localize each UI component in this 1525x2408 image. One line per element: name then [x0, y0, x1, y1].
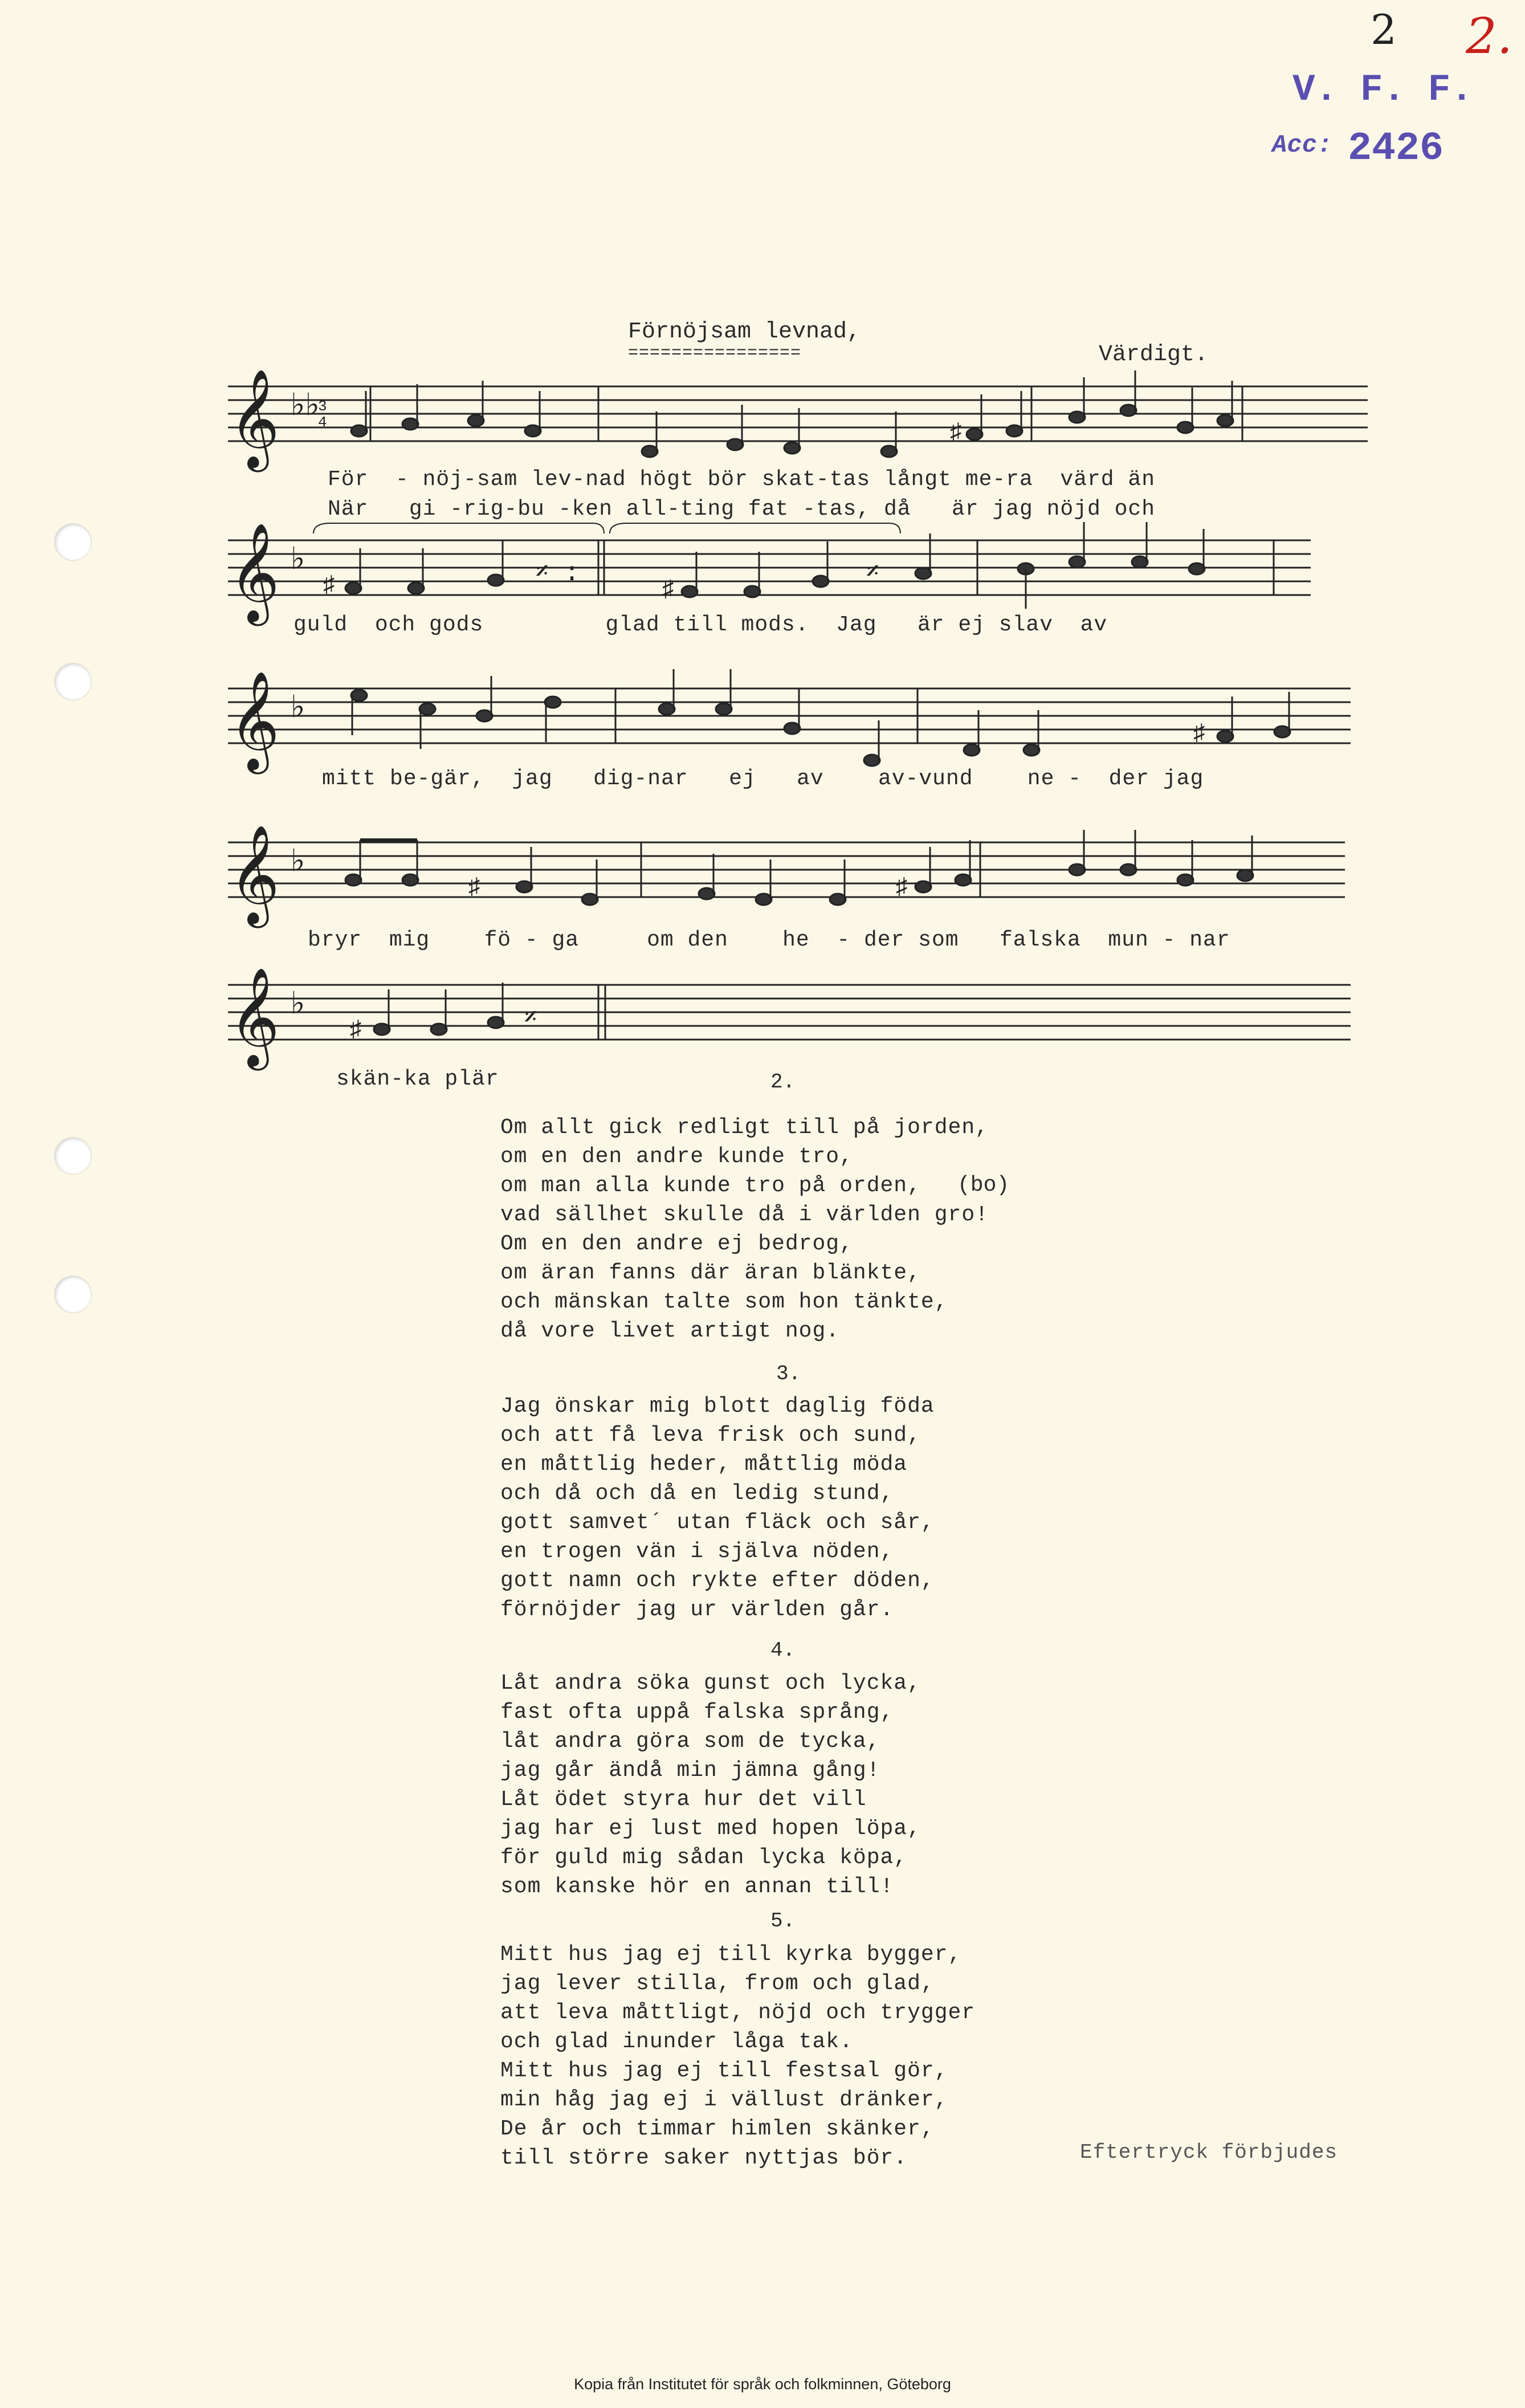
verse-line: jag går ändå min jämna gång! — [500, 1758, 880, 1783]
verse-line: en trogen vän i själva nöden, — [500, 1539, 894, 1564]
flat-icon: ♭♭ — [291, 386, 320, 422]
verse-line: att leva måttligt, nöjd och trygger — [500, 2000, 976, 2025]
svg-text:♯: ♯ — [467, 875, 482, 901]
svg-text:𝄞: 𝄞 — [229, 523, 280, 622]
archive-stamp-acc-prefix: Acc: — [1272, 131, 1332, 160]
music-lyric-line-4: bryr mig fö - ga om den he - der som falska mun - nar — [308, 928, 1230, 952]
verse-line: Låt ödet styra hur det vill — [500, 1787, 867, 1812]
verse-line: Låt andra söka gunst och lycka, — [500, 1671, 921, 1696]
verse-line: gott namn och rykte efter döden, — [500, 1568, 935, 1593]
verse-5 — [500, 1940, 975, 2173]
song-title-underline: ================ — [628, 344, 802, 363]
svg-text:𝄎: 𝄎 — [866, 559, 879, 588]
music-staff-4 — [217, 808, 1379, 934]
verse-line: som kanske hör en annan till! — [500, 1875, 894, 1899]
music-lyric-line-1: För - nöj-sam lev-nad högt bör skat-tas långt me-ra värd än — [328, 467, 1156, 492]
punch-hole-1 — [54, 523, 92, 561]
page-number: 2 — [1371, 6, 1397, 54]
svg-text:♭: ♭ — [291, 688, 305, 724]
song-title: Förnöjsam levnad, — [628, 319, 861, 345]
verse-line: om en den andre kunde tro, — [500, 1144, 853, 1169]
svg-text:♯: ♯ — [349, 1018, 363, 1044]
svg-text:𝄎: 𝄎 — [524, 1004, 537, 1034]
verse-line: till större saker nyttjas bör. — [500, 2146, 908, 2170]
svg-text:𝄞: 𝄞 — [229, 671, 280, 770]
music-lyric-line-5: skän-ka plär — [336, 1067, 499, 1091]
verse-note: (bo) — [957, 1173, 1010, 1197]
verse-line: jag har ej lust med hopen löpa, — [500, 1816, 921, 1841]
tempo-marking: Värdigt. — [1099, 342, 1209, 368]
verse-number: 4. — [770, 1639, 796, 1662]
verse-3 — [500, 1392, 935, 1624]
verse-line: Om allt gick redligt till på jorden, — [500, 1115, 989, 1140]
verse-2 — [500, 1113, 989, 1346]
punch-hole-3 — [54, 1137, 92, 1175]
music-staff-5 — [217, 951, 1379, 1076]
svg-text:𝄎 :: 𝄎 : — [536, 559, 580, 588]
verse-line: för guld mig sådan lycka köpa, — [500, 1845, 908, 1870]
svg-text:♭: ♭ — [291, 540, 305, 576]
verse-line: De år och timmar himlen skänker, — [500, 2117, 935, 2141]
svg-text:♯: ♯ — [895, 875, 909, 901]
svg-text:♯: ♯ — [949, 421, 963, 446]
verse-line: och glad inunder låga tak. — [500, 2030, 853, 2054]
svg-text:♯: ♯ — [322, 573, 336, 599]
punch-hole-4 — [54, 1276, 92, 1313]
svg-text:♭: ♭ — [291, 985, 305, 1021]
verse-line: en måttlig heder, måttlig möda — [500, 1452, 908, 1477]
archive-stamp-acc-number: 2426 — [1348, 127, 1444, 172]
reprint-notice: Eftertryck förbjudes — [1080, 2141, 1338, 2164]
time-signature: 3 — [318, 398, 327, 415]
svg-text:𝄞: 𝄞 — [229, 967, 280, 1066]
svg-text:𝄞: 𝄞 — [229, 825, 280, 924]
verse-line: Mitt hus jag ej till kyrka bygger, — [500, 1942, 962, 1967]
verse-line: Om en den andre ej bedrog, — [500, 1232, 853, 1256]
verse-line: låt andra göra som de tycka, — [500, 1729, 880, 1754]
verse-number: 2. — [770, 1070, 796, 1094]
svg-text:♯: ♯ — [1192, 722, 1206, 747]
music-lyric-line-1b: När gi -rig-bu -ken all-ting fat -tas, då är jag nöjd och — [328, 497, 1156, 521]
verse-line: om man alla kunde tro på orden, — [500, 1174, 921, 1198]
music-lyric-line-3: mitt be-gär, jag dig-nar ej av av-vund ne - der jag — [322, 767, 1204, 791]
page-number-red: 2. — [1466, 8, 1513, 65]
verse-line: Jag önskar mig blott daglig föda — [500, 1394, 935, 1419]
verse-line: och att få leva frisk och sund, — [500, 1423, 921, 1448]
copy-credit: Kopia från Institutet för språk och folkminnen, Göteborg — [574, 2376, 951, 2393]
verse-line: då vore livet artigt nog. — [500, 1319, 840, 1343]
verse-line: fast ofta uppå falska språng, — [500, 1700, 894, 1725]
verse-line: om äran fanns där äran blänkte, — [500, 1261, 921, 1285]
verse-line: förnöjder jag ur världen går. — [500, 1598, 894, 1622]
verse-line: min håg jag ej i vällust dränker, — [500, 2088, 948, 2112]
verse-line: vad sällhet skulle då i världen gro! — [500, 1203, 989, 1227]
music-staff-1 — [217, 353, 1379, 484]
treble-clef-icon: 𝄞 — [229, 369, 280, 468]
verse-line: och mänskan talte som hon tänkte, — [500, 1290, 948, 1314]
punch-hole-2 — [54, 663, 92, 700]
verse-line: Mitt hus jag ej till festsal gör, — [500, 2059, 948, 2083]
verse-number: 3. — [776, 1362, 801, 1386]
archive-stamp-vff: V. F. F. — [1292, 68, 1473, 111]
svg-text:♯: ♯ — [661, 578, 675, 604]
verse-number: 5. — [770, 1909, 796, 1933]
svg-text:4: 4 — [318, 414, 327, 431]
verse-line: och då och då en ledig stund, — [500, 1481, 894, 1506]
verse-4 — [500, 1669, 921, 1901]
svg-text:♭: ♭ — [291, 842, 305, 878]
verse-line: jag lever stilla, from och glad, — [500, 1971, 935, 1996]
music-lyric-line-2: guld och gods glad till mods. Jag är ej slav av — [293, 613, 1108, 637]
music-staff-3 — [217, 654, 1379, 780]
verse-line: gott samvet´ utan fläck och sår, — [500, 1510, 935, 1535]
